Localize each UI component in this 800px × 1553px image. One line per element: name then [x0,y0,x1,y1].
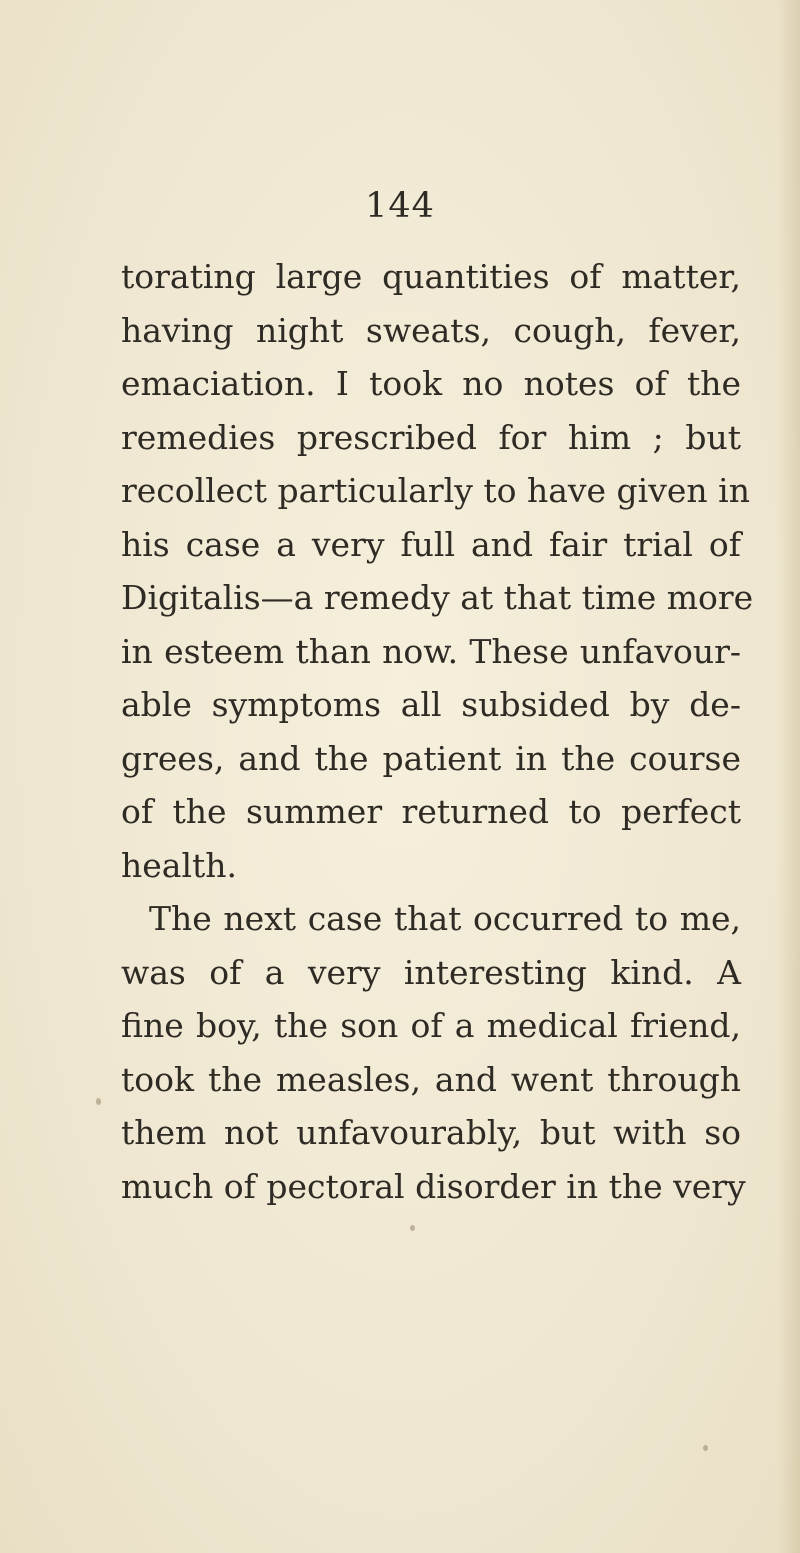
page-number: 144 [365,186,435,226]
body-text [121,250,754,1213]
text-line: Digitalis—a remedy at that time more [121,578,754,617]
text-line: in esteem than now. These unfavour- [121,631,741,671]
text-line: torating large quantities of matter, [121,257,741,296]
text-line: of the summer returned to perfect [121,792,741,831]
text-line: fine boy, the son of a medical friend, [121,1006,741,1045]
text-line: able symptoms all subsided by de- [121,685,741,724]
text-line: The next case that occurred to me, [149,899,741,938]
text-line: emaciation. I took no notes of the [121,364,741,403]
foxing-spot [410,1225,415,1231]
foxing-spot [96,1098,101,1105]
text-line: his case a very full and fair trial of [121,524,741,564]
text-line: remedies prescribed for him ; but [121,417,741,457]
text-line: much of pectoral disorder in the very [121,1166,746,1206]
text-line: took the measles, and went through [121,1059,741,1099]
page-edge-shadow [778,0,800,1553]
text-line: them not unfavourably, but with so [121,1113,741,1152]
text-line: health. [121,845,238,885]
foxing-spot [703,1445,708,1451]
text-line: was of a very interesting kind. A [121,952,741,992]
text-line: grees, and the patient in the course [121,738,741,778]
text-line: recollect particularly to have given in [121,471,750,510]
text-line: having night sweats, cough, fever, [121,310,741,350]
